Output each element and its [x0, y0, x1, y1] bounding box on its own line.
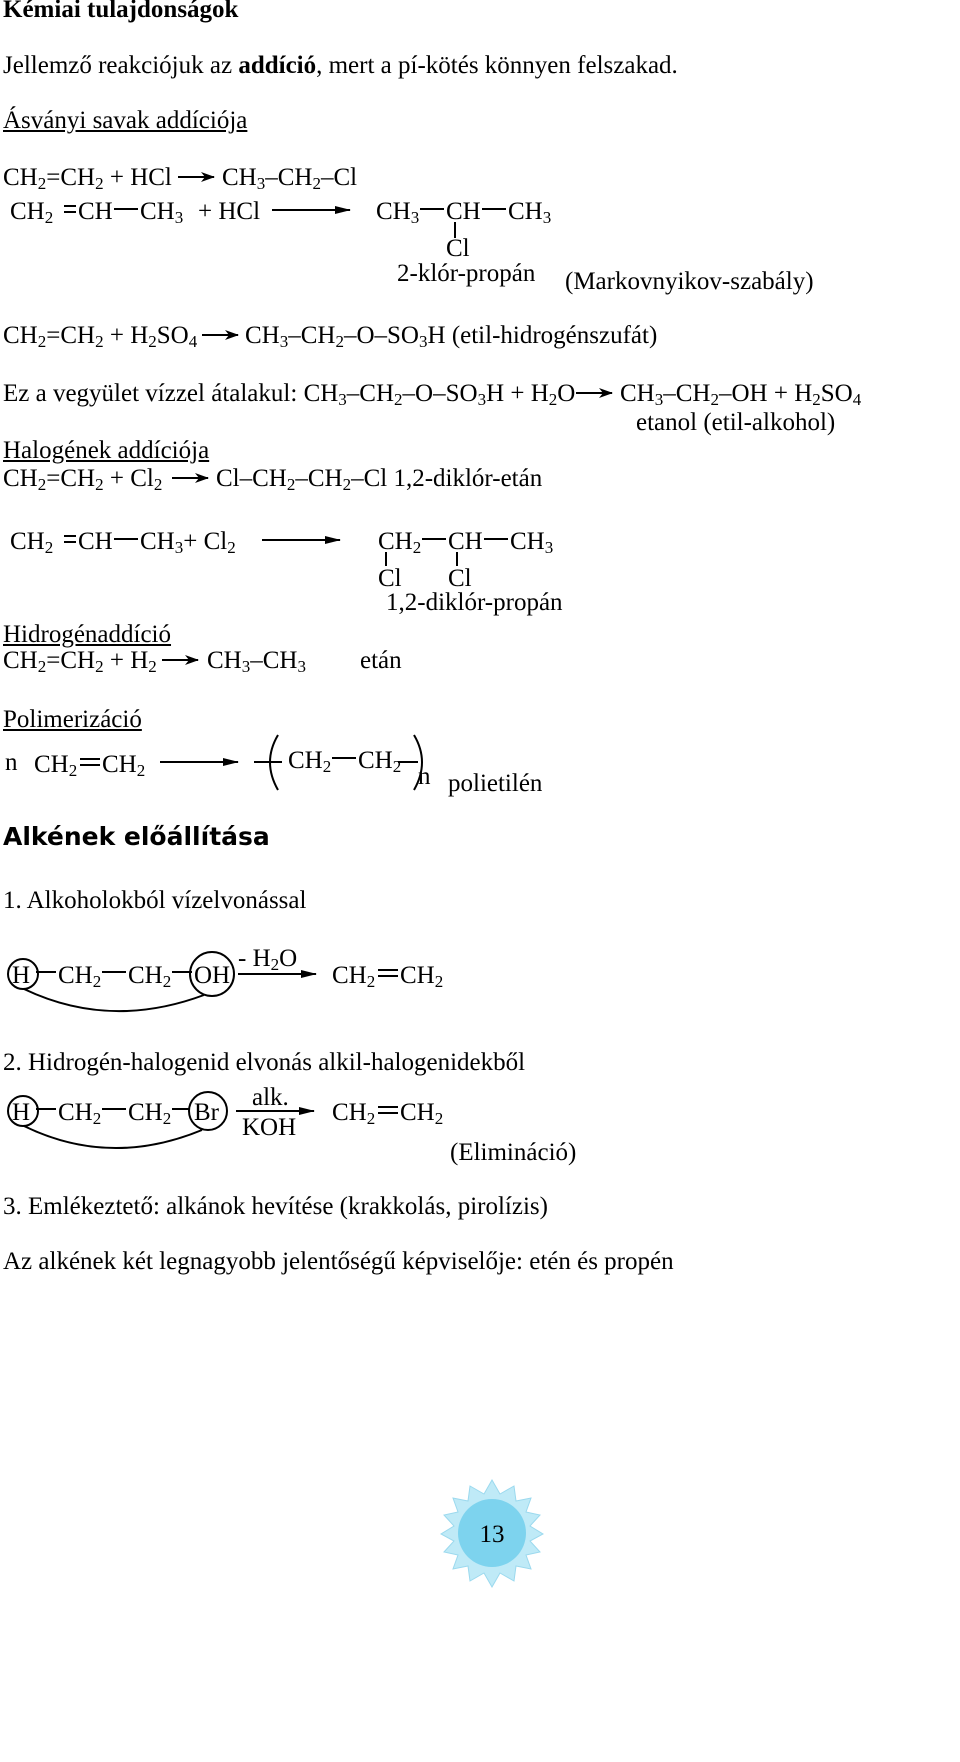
- svg-text:CH3+ Cl2: CH3+ Cl2: [140, 528, 236, 557]
- method-3: 3. Emlékeztető: alkánok hevítése (krakkolás, pirolízis): [3, 1193, 548, 1220]
- svg-text:+ HCl: + HCl: [198, 198, 261, 225]
- svg-text:Cl: Cl: [448, 565, 472, 592]
- heading-mineral-acids: Ásványi savak addíciója: [3, 107, 248, 134]
- svg-text:CH3: CH3: [140, 198, 184, 227]
- reaction-propene-cl2: [10, 528, 563, 616]
- svg-text:1,2-diklór-propán: 1,2-diklór-propán: [386, 589, 563, 616]
- svg-text:CH2: CH2: [332, 1099, 376, 1128]
- svg-text:CH3: CH3: [508, 198, 552, 227]
- svg-text:CH2: CH2: [400, 1099, 444, 1128]
- method-1: 1. Alkoholokból vízelvonással: [3, 887, 307, 914]
- svg-text:H: H: [12, 1099, 31, 1126]
- svg-text:H: H: [12, 962, 31, 989]
- intro-bold-addicio: addíció: [238, 52, 317, 79]
- reaction-elimination: [8, 1084, 576, 1166]
- svg-text:- H2O: - H2O: [238, 945, 298, 974]
- svg-text:OH: OH: [194, 962, 231, 989]
- svg-text:CH2=CH2 + H2: CH2=CH2 + H2: [3, 647, 157, 676]
- svg-text:polietilén: polietilén: [448, 770, 543, 797]
- heading-preparation: Alkének előállítása: [3, 822, 270, 851]
- svg-text:CH2: CH2: [58, 1099, 102, 1128]
- heading-halogens: Halogének addíciója: [3, 437, 210, 464]
- heading-hydrogenation: Hidrogénaddíció: [3, 621, 172, 648]
- svg-text:CH: CH: [78, 198, 113, 225]
- svg-text:CH2=CH2 + H2SO4: CH2=CH2 + H2SO4: [3, 322, 198, 351]
- intro-text: Jellemző reakciójuk az: [3, 52, 239, 79]
- svg-text:CH3: CH3: [376, 198, 420, 227]
- reaction-ethene-cl2: [3, 465, 543, 494]
- svg-text:CH2: CH2: [128, 1099, 172, 1128]
- svg-text:Cl–CH2–CH2–Cl 1,2-diklór-etán: Cl–CH2–CH2–Cl 1,2-diklór-etán: [216, 465, 543, 494]
- reaction-hydrogenation: [3, 647, 402, 676]
- reaction-ethene-h2so4: [3, 322, 657, 351]
- reaction-hydrolysis: [3, 380, 862, 436]
- svg-text:n: n: [418, 763, 431, 790]
- svg-text:Ez a vegyület vízzel átalakul:: Ez a vegyület vízzel átalakul: CH3–CH2–O–SO3H + H2O: [3, 380, 576, 409]
- svg-text:CH2=CH2 + HCl: CH2=CH2 + HCl: [3, 164, 172, 193]
- svg-text:CH2: CH2: [102, 751, 146, 780]
- svg-text:CH3–CH2–Cl: CH3–CH2–Cl: [222, 164, 358, 193]
- heading-chem-props: Kémiai tulajdonságok: [3, 0, 239, 23]
- reaction-propene-hcl: [10, 198, 814, 295]
- page-number-badge: [441, 1480, 543, 1587]
- svg-text:CH3: CH3: [510, 528, 554, 557]
- svg-text:CH3–CH2–OH + H2SO4: CH3–CH2–OH + H2SO4: [620, 380, 862, 409]
- svg-text:CH2: CH2: [34, 751, 78, 780]
- reaction-polymerization: [5, 735, 543, 797]
- svg-text:CH: CH: [446, 198, 481, 225]
- svg-text:CH3–CH2–O–SO3H (etil-hidrogéns: CH3–CH2–O–SO3H (etil-hidrogénszufát): [245, 322, 658, 351]
- svg-text:2-klór-propán: 2-klór-propán: [397, 260, 536, 287]
- page-number: 13: [479, 1521, 505, 1548]
- svg-text:CH2: CH2: [10, 528, 54, 557]
- closing-sentence: Az alkének két legnagyobb jelentőségű képviselője: etén és propén: [3, 1248, 674, 1275]
- heading-polymerization: Polimerizáció: [3, 706, 142, 733]
- svg-text:CH2: CH2: [58, 962, 102, 991]
- svg-text:CH2: CH2: [358, 747, 402, 776]
- svg-text:CH2: CH2: [288, 747, 332, 776]
- svg-text:CH3–CH3: CH3–CH3: [207, 647, 306, 676]
- svg-text:alk.: alk.: [252, 1084, 289, 1111]
- method-2: 2. Hidrogén-halogenid elvonás alkil-halogenidekből: [3, 1049, 526, 1076]
- reaction-dehydration: [8, 945, 443, 1011]
- svg-text:CH2: CH2: [332, 962, 376, 991]
- svg-text:etanol (etil-alkohol): etanol (etil-alkohol): [636, 409, 836, 436]
- svg-text:CH2=CH2 + Cl2: CH2=CH2 + Cl2: [3, 465, 163, 494]
- svg-text:etán: etán: [360, 647, 402, 674]
- svg-text:Br: Br: [194, 1099, 219, 1126]
- svg-text:Cl: Cl: [446, 235, 470, 262]
- svg-text:(Elimináció): (Elimináció): [450, 1139, 577, 1166]
- svg-text:CH2: CH2: [400, 962, 444, 991]
- svg-text:CH2: CH2: [378, 528, 422, 557]
- svg-text:KOH: KOH: [242, 1114, 297, 1141]
- intro-text-end: , mert a pí-kötés könnyen felszakad.: [316, 52, 678, 79]
- svg-text:(Markovnyikov-szabály): (Markovnyikov-szabály): [565, 268, 814, 295]
- svg-text:Cl: Cl: [378, 565, 402, 592]
- reaction-ethene-hcl: [3, 164, 357, 193]
- svg-text:CH2: CH2: [10, 198, 54, 227]
- svg-text:CH: CH: [448, 528, 483, 555]
- svg-text:CH2: CH2: [128, 962, 172, 991]
- svg-text:n: n: [5, 749, 18, 776]
- svg-text:CH: CH: [78, 528, 113, 555]
